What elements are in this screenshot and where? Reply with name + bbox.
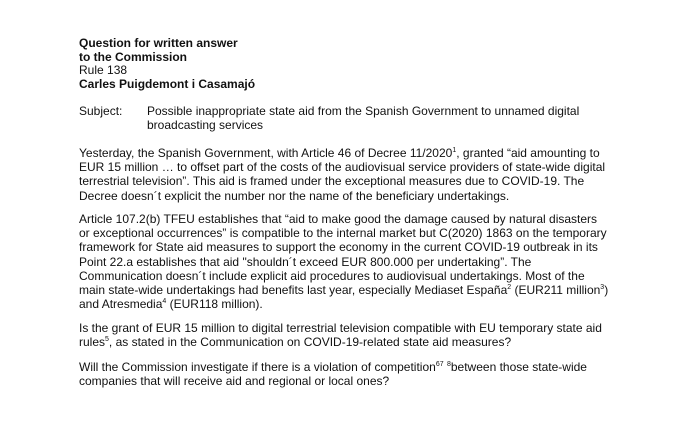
- p2-text-c: ) and Atresmedia: [79, 283, 609, 312]
- p4-text-b: between those state-wide companies that will receive aid and regional or local ones?: [79, 360, 587, 389]
- paragraph-tfeu: [79, 212, 609, 311]
- rule-reference: Rule 138: [79, 63, 128, 77]
- p3-text-a: Is the grant of EUR 15 million to digital terrestrial television compatible with EU temporary state aid rules: [79, 321, 602, 350]
- paragraph-question-1: [79, 321, 609, 349]
- footnote-ref-8: 8: [446, 361, 451, 368]
- p1-text-b: , granted “aid amounting to EUR 15 million … to offset part of the costs of the audiovisual service providers of state-wide digital terrestrial television”. This aid is framed under the exceptional measures due to COVID-19. The Decree doesn´t explicit the number nor the name of the beneficiary undertakings.: [79, 146, 606, 203]
- question-recipient: to the Commission: [79, 49, 188, 64]
- subject-label: Subject:: [79, 104, 123, 118]
- p3-text-b: , as stated in the Communication on COVID-19-related state aid measures?: [108, 335, 512, 350]
- paragraph-question-2: [79, 360, 609, 388]
- p2-text-a: Article 107.2(b) TFEU establishes that “aid to make good the damage caused by natural disasters or exceptional occurrences” is compatible to the internal market but C(2020) 1863 on the temporary framework for State aid measures to support the economy in the current COVID-19 outbreak in its Point 22.a establishes that aid "shouldn´t exceed EUR 800.000 per undertaking”. The Communication doesn´t include explicit aid procedures to audiovisual undertakings. Most of the main state-wide undertakings had benefits last year, especially Mediaset España: [79, 212, 607, 298]
- footnote-ref-3: 3: [600, 284, 605, 292]
- footnote-ref-4: 4: [162, 298, 167, 306]
- p1-text-a: Yesterday, the Spanish Government, with Article 46 of Decree 11/2020: [79, 146, 453, 160]
- footnote-ref-2: 2: [507, 284, 512, 292]
- paragraph-decree: [79, 146, 609, 203]
- footnote-ref-5: 5: [105, 336, 109, 344]
- p2-text-b: (EUR211 million: [511, 283, 601, 298]
- p2-text-d: (EUR118 million).: [166, 297, 263, 312]
- subject-text: Possible inappropriate state aid from the Spanish Government to unnamed digital broadcasting services: [147, 104, 580, 132]
- question-type: Question for written answer: [79, 36, 238, 50]
- author-name: Carles Puigdemont i Casamajó: [79, 76, 256, 91]
- footnote-ref-67: 67: [435, 361, 444, 368]
- p4-text-a: Will the Commission investigate if there is a violation of competition: [79, 360, 436, 374]
- footnote-ref-1: 1: [452, 147, 457, 154]
- question-header: [79, 37, 255, 91]
